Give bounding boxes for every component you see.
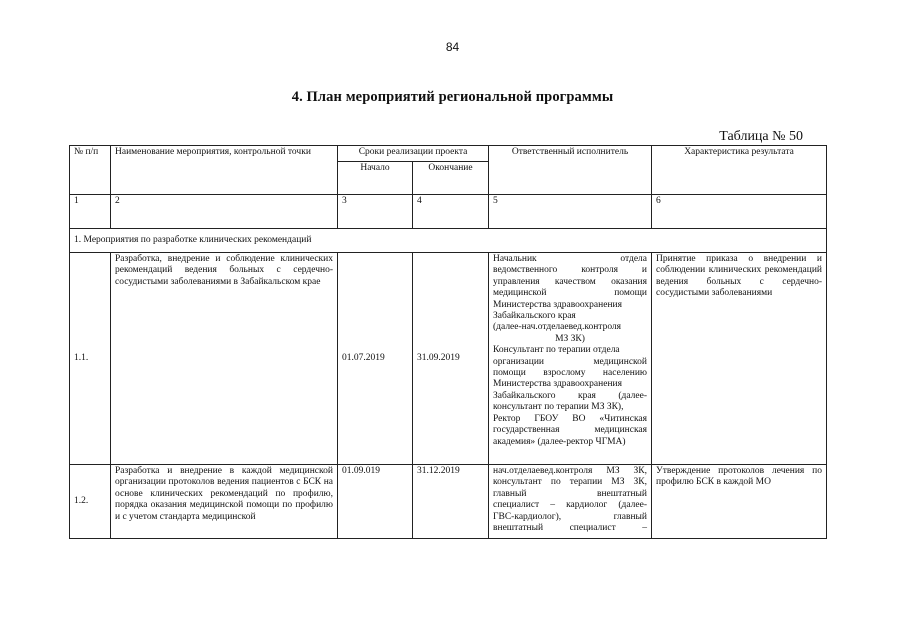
row-1-name: Разработка, внедрение и соблюдение клинических рекомендаций ведения больных с сердечно-сосудистыми заболеваниями в Забайкальском крае xyxy=(111,253,338,465)
page-title: 4. План мероприятий региональной программы xyxy=(291,89,614,105)
responsible-line: государственная медицинская xyxy=(493,425,648,436)
header-end: Окончание xyxy=(413,162,489,195)
header-num: № п/п xyxy=(70,146,111,195)
responsible-line: медицинской помощи xyxy=(493,288,648,299)
responsible-line: ГВС-кардиолог), главный xyxy=(493,511,648,522)
responsible-line: Министерства здравоохранения xyxy=(493,379,622,390)
plan-table xyxy=(69,145,827,539)
responsible-line: консультант по терапии МЗ ЗК, xyxy=(493,477,648,488)
responsible-line: Забайкальского края xyxy=(493,311,576,322)
section-title: 1. Мероприятия по разработке клинических рекомендаций xyxy=(70,229,827,253)
row-2-end: 31.12.2019 xyxy=(413,465,489,539)
responsible-line: внештатный специалист – xyxy=(493,523,648,534)
responsible-line: Начальник отдела xyxy=(493,254,648,264)
header-result: Характеристика результата xyxy=(652,146,827,195)
page-number: 84 xyxy=(445,40,460,54)
responsible-line: МЗ ЗК) xyxy=(555,333,585,344)
column-number-2: 2 xyxy=(111,195,338,229)
table-row xyxy=(70,465,827,539)
responsible-line: (далее-нач.отделаевед.контроля xyxy=(493,322,622,333)
responsible-line: управления качеством оказания xyxy=(493,276,648,287)
column-number-3: 3 xyxy=(338,195,413,229)
column-numbers-row xyxy=(70,195,827,229)
responsible-line: главный внештатный xyxy=(493,488,648,499)
column-number-5: 5 xyxy=(489,195,652,229)
row-1-start: 01.07.2019 xyxy=(338,253,413,465)
header-responsible: Ответственный исполнитель xyxy=(489,146,652,195)
responsible-line: ведомственного контроля и xyxy=(493,265,648,276)
responsible-line: организации медицинской xyxy=(493,356,648,367)
responsible-line: Консультант по терапии отдела xyxy=(493,345,620,356)
table-caption: Таблица № 50 xyxy=(719,129,803,144)
header-start: Начало xyxy=(338,162,413,195)
header-period: Сроки реализации проекта xyxy=(338,146,489,162)
row-2-result: Утверждение протоколов лечения по профилю БСК в каждой МО xyxy=(652,465,827,539)
responsible-line: нач.отделаевед.контроля МЗ ЗК, xyxy=(493,466,648,476)
responsible-line: академия» (далее-ректор ЧГМА) xyxy=(493,436,626,447)
table-row xyxy=(70,253,827,465)
section-row xyxy=(70,229,827,253)
responsible-line: специалист – кардиолог (далее- xyxy=(493,500,648,511)
responsible-line: консультант по терапии МЗ ЗК), xyxy=(493,402,624,413)
row-1-end: 31.09.2019 xyxy=(413,253,489,465)
row-2-name: Разработка и внедрение в каждой медицинской организации протоколов ведения пациентов с БСК на основе клинических рекомендаций по профилю, порядка оказания медицинской помощи по профилю и с учетом стандарта медицинской xyxy=(111,465,338,539)
column-number-4: 4 xyxy=(413,195,489,229)
responsible-line: Забайкальского края (далее- xyxy=(493,390,648,401)
row-2-num: 1.2. xyxy=(70,465,111,539)
header-row xyxy=(70,146,827,162)
column-number-6: 6 xyxy=(652,195,827,229)
responsible-line: Министерства здравоохранения xyxy=(493,299,622,310)
row-1-responsible xyxy=(489,253,652,465)
responsible-line: Ректор ГБОУ ВО «Читинская xyxy=(493,413,648,424)
column-number-1: 1 xyxy=(70,195,111,229)
row-1-num: 1.1. xyxy=(70,253,111,465)
responsible-line: помощи взрослому населению xyxy=(493,368,648,379)
row-2-responsible xyxy=(489,465,652,539)
header-name: Наименование мероприятия, контрольной точки xyxy=(111,146,338,195)
row-1-result: Принятие приказа о внедрении и соблюдении клинических рекомендаций ведения больных с сердечно-сосудистыми заболеваниями xyxy=(652,253,827,465)
row-2-start: 01.09.019 xyxy=(338,465,413,539)
